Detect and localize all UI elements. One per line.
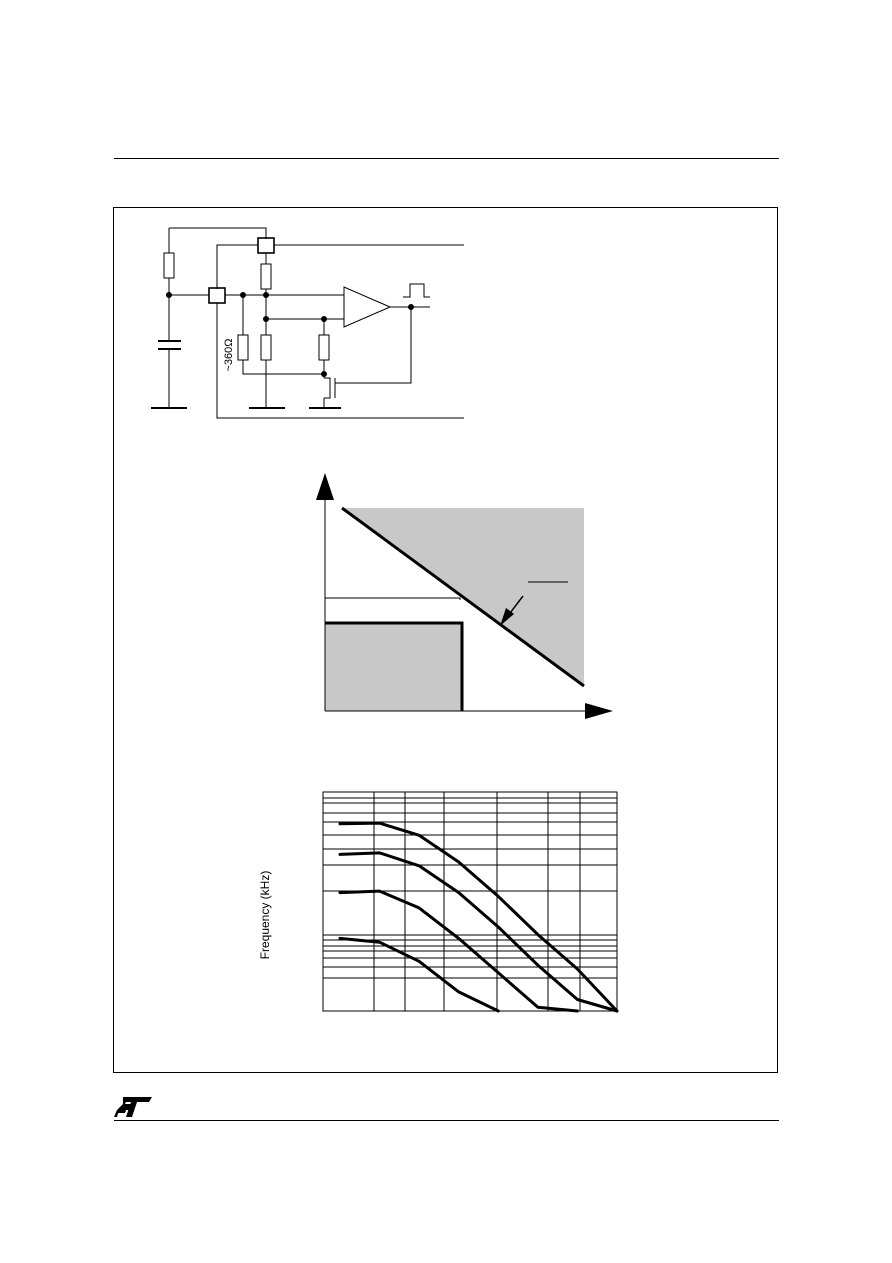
resistor-360-label: ~360Ω — [223, 338, 235, 372]
graph-y-axis-label: Frequency (kHz) — [258, 870, 272, 960]
st-logo-icon — [114, 1096, 154, 1118]
curve-1 — [340, 823, 617, 1011]
curve-4 — [340, 938, 498, 1011]
curve-2 — [340, 853, 617, 1011]
footer-rule — [114, 1120, 779, 1121]
